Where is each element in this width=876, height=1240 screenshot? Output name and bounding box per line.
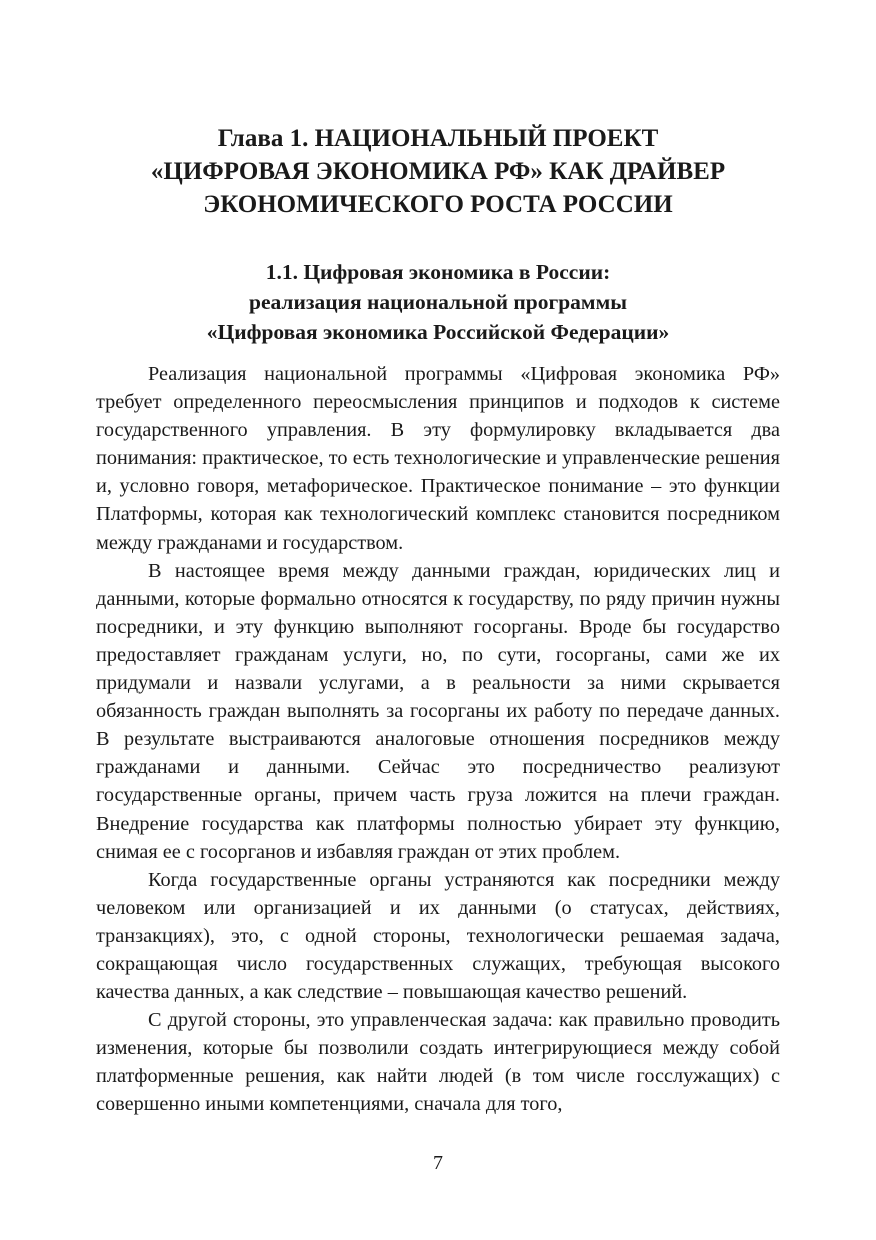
chapter-title-line: ЭКОНОМИЧЕСКОГО РОСТА РОССИИ xyxy=(203,191,673,218)
page-number: 7 xyxy=(433,1152,443,1174)
chapter-title xyxy=(96,122,780,221)
section-title-line: «Цифровая экономика Российской Федерации» xyxy=(206,320,670,344)
paragraph: Когда государственные органы устраняются как посредники между человеком или организацией и их данными (о статусах, действиях, транзакциях), это, с одной стороны, технологически решаемая задача, сокращающая число государственных служащих, требующая высокого качества данных, а как следствие – повышающая качество решений. xyxy=(96,868,780,1004)
document-page xyxy=(96,0,780,1240)
paragraph: В настоящее время между данными граждан, юридических лиц и данными, которые формально относятся к государству, по ряду причин нужны посредники, и эту функцию выполняют госорганы. Вроде бы государство предоставляет гражданам услуги, но, по сути, госорганы, сами же их придумали и назвали услугами, а в реальности за ними скрывается обязанность граждан выполнять за госорганы их работу по передаче данных. В результате выстраиваются аналоговые отношения посредников между гражданами и данными. Сейчас это посредничество реализуют государственные органы, причем часть груза ложится на плечи граждан. Внедрение государства как платформы полностью убирает эту функцию, снимая ее с госорганов и избавляя граждан от этих проблем. xyxy=(96,559,780,863)
section-title-line: реализация национальной программы xyxy=(248,290,628,314)
body-text xyxy=(96,360,780,1119)
section-title-line: 1.1. Цифровая экономика в России: xyxy=(265,260,611,284)
chapter-title-line: Глава 1. НАЦИОНАЛЬНЫЙ ПРОЕКТ xyxy=(217,125,659,152)
section-title xyxy=(96,257,780,347)
paragraph: С другой стороны, это управленческая задача: как правильно проводить изменения, которые бы позволили создать интегрирующиеся между собой платформенные решения, как найти людей (в том числе госслужащих) с совершенно иными компетенциями, сначала для того, xyxy=(96,1009,780,1116)
paragraph: Реализация национальной программы «Цифровая экономика РФ» требует определенного переосмысления принципов и подходов к системе государственного управления. В эту формулировку вкладывается два понимания: практическое, то есть технологические и управленческие решения и, условно говоря, метафорическое. Практическое понимание – это функции Платформы, которая как технологический комплекс становится посредником между гражданами и государством. xyxy=(96,363,780,554)
chapter-title-line: «ЦИФРОВАЯ ЭКОНОМИКА РФ» КАК ДРАЙВЕР xyxy=(150,158,726,185)
